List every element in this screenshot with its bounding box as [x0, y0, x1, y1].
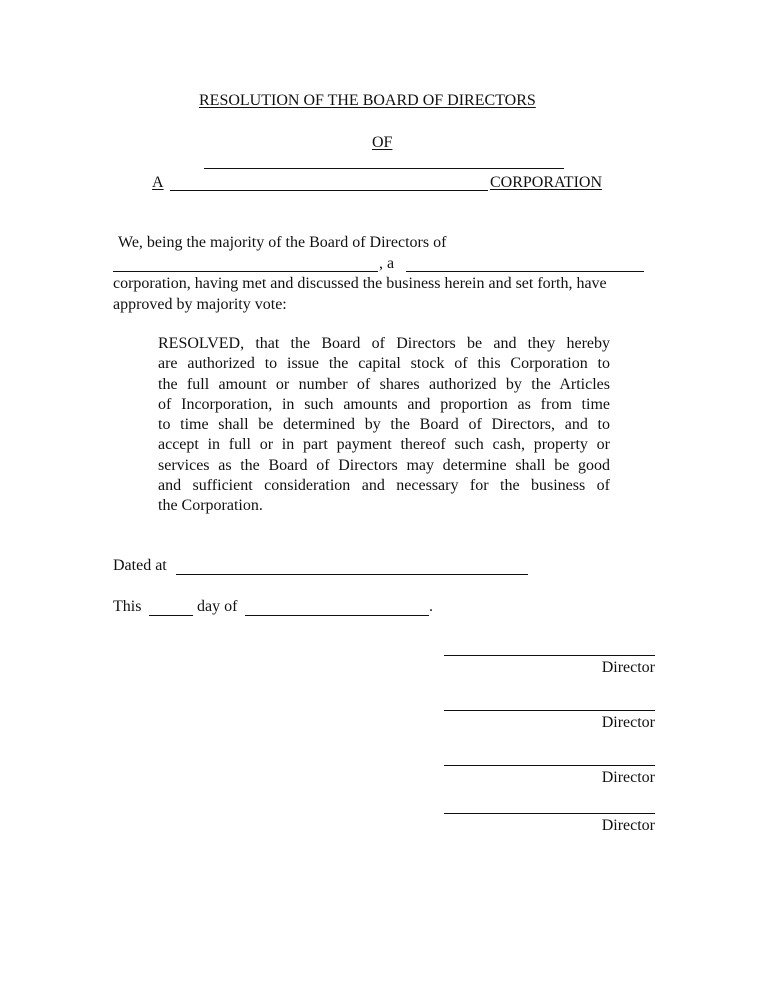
day-field[interactable]: [149, 615, 193, 616]
director-label: Director: [601, 714, 655, 731]
dated-at-label: Dated at: [113, 557, 167, 574]
director-label: Director: [601, 659, 655, 676]
corporation-state-field[interactable]: [406, 271, 644, 272]
board-corporation-name-field[interactable]: [113, 271, 378, 272]
intro-line-4: approved by majority vote:: [113, 296, 287, 313]
intro-comma-a: , a: [379, 255, 395, 272]
resolved-line: accept in full or in part payment thereof such cash, property or: [158, 436, 610, 454]
director-signature-line-2[interactable]: [444, 710, 655, 711]
title-of: OF: [372, 134, 393, 151]
resolved-line: RESOLVED, that the Board of Directors be and they hereby: [158, 335, 610, 352]
resolved-line: the Corporation.: [158, 497, 263, 515]
this-label: This: [113, 598, 142, 615]
corporation-name-line-top[interactable]: [204, 168, 564, 169]
dated-at-field[interactable]: [176, 574, 528, 575]
director-signature-line-4[interactable]: [444, 813, 655, 814]
month-year-field[interactable]: [245, 615, 429, 616]
corporation-name-field[interactable]: [170, 190, 488, 191]
period: .: [429, 598, 433, 615]
resolved-line: of Incorporation, in such amounts and proportion as from time: [158, 395, 610, 413]
director-label: Director: [601, 817, 655, 834]
resolved-line: are authorized to issue the capital stock of this Corporation to: [158, 355, 610, 373]
corp-prefix: A: [152, 174, 164, 191]
director-signature-line-1[interactable]: [444, 655, 655, 656]
corp-suffix: CORPORATION: [490, 174, 603, 191]
intro-line-3: corporation, having met and discussed the business herein and set forth, have: [113, 275, 607, 292]
resolved-line: and sufficient consideration and necessary for the business of: [158, 477, 610, 495]
day-of-label: day of: [197, 598, 238, 615]
document-title: RESOLUTION OF THE BOARD OF DIRECTORS: [199, 92, 536, 109]
resolved-line: the full amount or number of shares authorized by the Articles: [158, 375, 610, 393]
resolved-line: services as the Board of Directors may determine shall be good: [158, 456, 610, 474]
resolved-line: to time shall be determined by the Board of Directors, and to: [158, 416, 610, 434]
resolved-paragraph: [158, 334, 610, 517]
director-signature-line-3[interactable]: [444, 765, 655, 766]
intro-line-1: We, being the majority of the Board of Directors of: [118, 234, 447, 251]
director-label: Director: [601, 769, 655, 786]
